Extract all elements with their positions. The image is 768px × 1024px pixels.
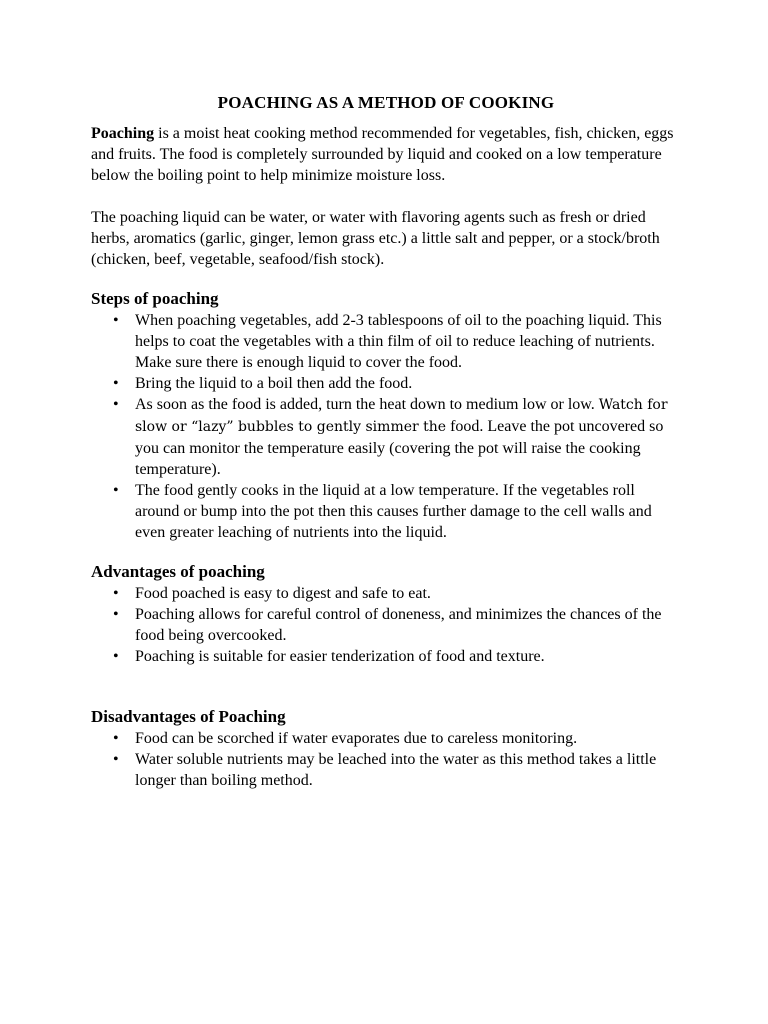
list-item-text-c: food. Leave the pot uncovered so you can monitor the temperature easily (covering the pot will raise the cooking temperature). — [135, 418, 664, 478]
advantages-heading: Advantages of poaching — [91, 562, 265, 581]
list-item — [91, 604, 681, 646]
liquid-paragraph: The poaching liquid can be water, or water with flavoring agents such as fresh or dried herbs, aromatics (garlic, ginger, lemon grass etc.) a little salt and pepper, or a stock/broth (chicken, beef, vegetable, seafood/fish stock). — [91, 209, 660, 268]
steps-heading: Steps of poaching — [91, 289, 219, 308]
list-item-text: Poaching is suitable for easier tenderization of food and texture. — [135, 648, 545, 665]
list-item-text: When poaching vegetables, add 2-3 tablespoons of oil to the poaching liquid. This helps to coat the vegetables with a thin film of oil to reduce leaching of nutrients. Make sure there is enough liquid to cover the food. — [135, 312, 662, 371]
lazy-bubbles-phrase: Watch for slow or “lazy” bubbles to gently simmer the — [135, 397, 668, 435]
list-item-text: Poaching allows for careful control of doneness, and minimizes the chances of the food being overcooked. — [135, 606, 662, 644]
bullet-icon: • — [113, 606, 119, 623]
list-item — [91, 480, 681, 543]
bullet-icon: • — [113, 730, 119, 747]
document-title: POACHING AS A METHOD OF COOKING — [217, 93, 555, 112]
bullet-icon: • — [113, 375, 119, 392]
bullet-icon: • — [113, 396, 119, 413]
intro-paragraph — [91, 123, 681, 186]
list-item-text — [135, 396, 668, 478]
bullet-icon: • — [113, 312, 119, 329]
list-item — [91, 728, 681, 749]
list-item-text: Water soluble nutrients may be leached into the water as this method takes a little longer than boiling method. — [135, 751, 657, 789]
list-item — [91, 646, 681, 667]
document-page — [91, 92, 681, 791]
bullet-icon: • — [113, 482, 119, 499]
list-item — [91, 394, 681, 480]
list-item-text-a: As soon as the food is added, turn the heat down to medium low or low. — [135, 396, 599, 413]
bullet-icon: • — [113, 585, 119, 602]
intro-term: Poaching — [91, 125, 155, 142]
bullet-icon: • — [113, 751, 119, 768]
steps-list — [91, 310, 681, 543]
list-item-text: Food can be scorched if water evaporates due to careless monitoring. — [135, 730, 578, 747]
intro-text: is a moist heat cooking method recommended for vegetables, fish, chicken, eggs and fruits. The food is completely surrounded by liquid and cooked on a low temperature below the boiling point to help minimize moisture loss. — [91, 125, 674, 184]
list-item-text: The food gently cooks in the liquid at a low temperature. If the vegetables roll around or bump into the pot then this causes further damage to the cell walls and even greater leaching of nutrients into the liquid. — [135, 482, 652, 541]
bullet-icon: • — [113, 648, 119, 665]
disadvantages-list — [91, 728, 681, 791]
list-item — [91, 749, 681, 791]
list-item — [91, 583, 681, 604]
list-item — [91, 373, 681, 394]
list-item-text: Bring the liquid to a boil then add the food. — [135, 375, 413, 392]
list-item — [91, 310, 681, 373]
list-item-text: Food poached is easy to digest and safe to eat. — [135, 585, 431, 602]
disadvantages-heading: Disadvantages of Poaching — [91, 707, 286, 726]
advantages-list — [91, 583, 681, 667]
